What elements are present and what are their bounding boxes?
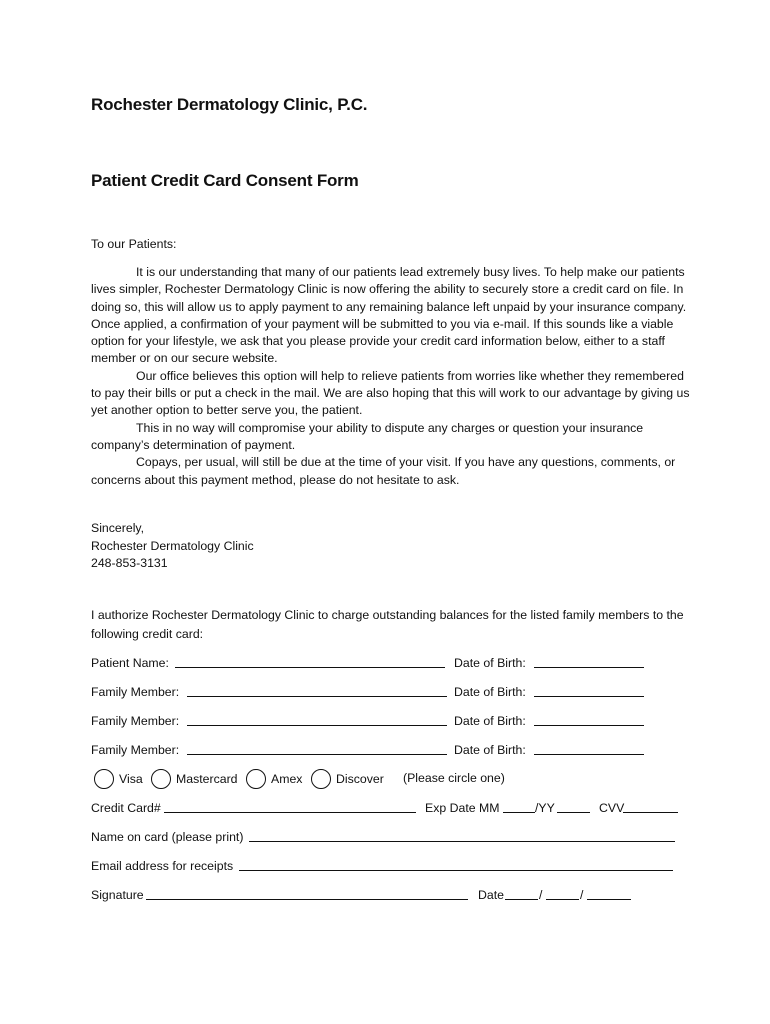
signoff-block — [91, 520, 691, 573]
circle-note: (Please circle one) — [403, 771, 505, 785]
card-option-amex[interactable] — [246, 766, 302, 790]
family-member-row — [91, 741, 691, 759]
dob-label: Date of Birth: — [454, 656, 526, 670]
radio-circle-icon[interactable] — [246, 769, 266, 789]
family-member-dob-field[interactable] — [534, 741, 644, 755]
greeting: To our Patients: — [91, 237, 177, 251]
dob-label: Date of Birth: — [454, 743, 526, 757]
cvv-field[interactable] — [623, 799, 678, 813]
credit-card-label: Credit Card# — [91, 801, 161, 815]
card-type-label: Visa — [119, 771, 143, 786]
clinic-phone: 248-853-3131 — [91, 556, 168, 570]
signer-name: Rochester Dermatology Clinic — [91, 538, 254, 553]
cvv-label: CVV — [599, 801, 625, 815]
signoff: Sincerely, — [91, 521, 145, 535]
exp-date-label: Exp Date MM — [425, 801, 500, 815]
name-on-card-row — [91, 828, 691, 846]
letter-body — [91, 264, 691, 489]
credit-card-number-field[interactable] — [164, 799, 416, 813]
family-member-label: Family Member: — [91, 714, 180, 728]
family-member-name-field[interactable] — [187, 712, 447, 726]
email-field[interactable] — [239, 857, 673, 871]
signature-label: Signature — [91, 888, 144, 902]
clinic-title: Rochester Dermatology Clinic, P.C. — [91, 95, 368, 114]
email-row — [91, 857, 691, 875]
card-type-label: Discover — [336, 771, 384, 786]
radio-circle-icon[interactable] — [94, 769, 114, 789]
family-member-dob-field[interactable] — [534, 683, 644, 697]
date-label: Date — [478, 888, 504, 902]
letter-paragraph: Our office believes this option will help to relieve patients from worries like whether they remembered to pay their bills or put a check in the mail. We are also hoping that this will work to our advantage by giving us yet another option to better serve you, the patient. — [91, 368, 690, 418]
family-member-dob-field[interactable] — [534, 712, 644, 726]
date-separator: / — [580, 888, 584, 902]
exp-yy-label: /YY — [535, 801, 555, 815]
exp-year-field[interactable] — [557, 799, 590, 813]
radio-circle-icon[interactable] — [311, 769, 331, 789]
date-separator: / — [539, 888, 543, 902]
card-option-visa[interactable] — [94, 766, 143, 790]
family-member-label: Family Member: — [91, 685, 180, 699]
card-type-label: Mastercard — [176, 771, 238, 786]
dob-label: Date of Birth: — [454, 685, 526, 699]
family-member-name-field[interactable] — [187, 741, 447, 755]
name-on-card-field[interactable] — [249, 828, 675, 842]
radio-circle-icon[interactable] — [151, 769, 171, 789]
dob-label: Date of Birth: — [454, 714, 526, 728]
card-option-mastercard[interactable] — [151, 766, 238, 790]
authorization-statement: I authorize Rochester Dermatology Clinic to charge outstanding balances for the listed family members to the following credit card: — [91, 608, 684, 641]
signature-row — [91, 886, 691, 904]
name-on-card-label: Name on card (please print) — [91, 830, 244, 844]
patient-dob-field[interactable] — [534, 654, 644, 668]
family-member-row — [91, 683, 691, 701]
patient-name-field[interactable] — [175, 654, 445, 668]
patient-row — [91, 654, 691, 672]
exp-month-field[interactable] — [503, 799, 535, 813]
letter-paragraph: This in no way will compromise your ability to dispute any charges or question your insurance company’s determination of payment. — [91, 420, 644, 452]
card-option-discover[interactable] — [311, 766, 384, 790]
date-day-field[interactable] — [546, 886, 579, 900]
family-member-name-field[interactable] — [187, 683, 447, 697]
family-member-label: Family Member: — [91, 743, 180, 757]
card-type-label: Amex — [271, 771, 303, 786]
form-title: Patient Credit Card Consent Form — [91, 171, 359, 190]
email-label: Email address for receipts — [91, 859, 234, 873]
letter-paragraph: Copays, per usual, will still be due at the time of your visit. If you have any questions, comments, or concerns about this payment method, please do not hesitate to ask. — [91, 455, 676, 487]
credit-card-row — [91, 799, 691, 817]
date-month-field[interactable] — [505, 886, 538, 900]
signature-field[interactable] — [146, 886, 468, 900]
patient-name-label: Patient Name: — [91, 656, 169, 670]
letter-paragraph: It is our understanding that many of our patients lead extremely busy lives. To help make our patients lives simpler, Rochester Dermatology Clinic is now offering the ability to securely store a credit card on file. In doing so, this will allow us to apply payment to any remaining balance left unpaid by your insurance company. Once applied, a confirmation of your payment will be submitted to you via e-mail. If this sounds like a viable option for your lifestyle, we ask that you please provide your credit card information below, either to a staff member or on our secure website. — [91, 265, 687, 366]
family-member-row — [91, 712, 691, 730]
date-year-field[interactable] — [587, 886, 631, 900]
